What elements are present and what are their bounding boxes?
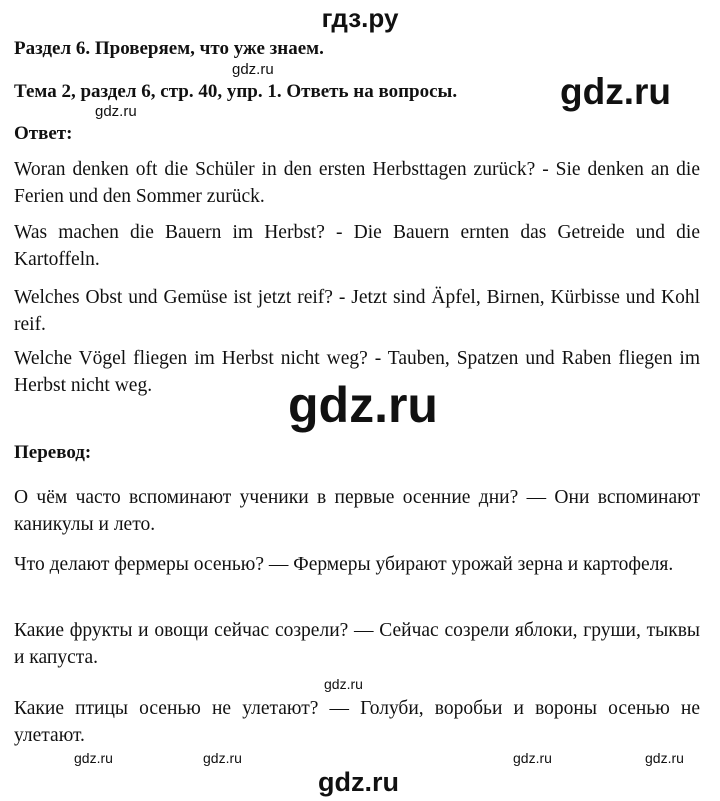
watermark-small: gdz.ru [324, 676, 363, 692]
section-heading: Раздел 6. Проверяем, что уже знаем. [14, 38, 324, 59]
translation-paragraph: Какие птицы осенью не улетают? — Голуби, воробьи и вороны осенью не улетают. [14, 698, 700, 746]
task-heading: Тема 2, раздел 6, стр. 40, упр. 1. Ответь на вопросы. [14, 81, 458, 102]
site-title: гдз.ру [321, 3, 399, 33]
watermark-small: gdz.ru [95, 103, 137, 120]
watermark-bottom: gdz.ru [318, 767, 399, 797]
answer-label: Ответ: [14, 123, 73, 144]
watermark-small: gdz.ru [232, 61, 274, 78]
translation-paragraph: Какие фрукты и овощи сейчас созрели? — Сейчас созрели яблоки, груши, тыквы и капуста. [14, 620, 700, 668]
watermark-large: gdz.ru [560, 71, 671, 112]
watermark-small: gdz.ru [74, 750, 113, 766]
translation-paragraph: О чём часто вспоминают ученики в первые осенние дни? — Они вспоминают каникулы и лето. [14, 487, 700, 535]
translation-label: Перевод: [14, 442, 92, 463]
translation-paragraph: Что делают фермеры осенью? — Фермеры убирают урожай зерна и картофеля. [14, 554, 674, 575]
watermark-small: gdz.ru [203, 750, 242, 766]
watermark-small: gdz.ru [645, 750, 684, 766]
answer-paragraph: Welche Vögel fliegen im Herbst nicht weg? - Tauben, Spatzen und Raben fliegen im Herbst nicht weg. [14, 348, 700, 396]
answer-paragraph: Woran denken oft die Schüler in den ersten Herbsttagen zurück? - Sie denken an die Ferien und den Sommer zurück. [14, 159, 700, 207]
watermark-center: gdz.ru [288, 377, 438, 433]
answer-paragraph: Was machen die Bauern im Herbst? - Die Bauern ernten das Getreide und die Kartoffeln. [14, 222, 700, 270]
watermark-small: gdz.ru [513, 750, 552, 766]
answer-paragraph: Welches Obst und Gemüse ist jetzt reif? - Jetzt sind Äpfel, Birnen, Kürbisse und Kohl reif. [14, 287, 700, 335]
